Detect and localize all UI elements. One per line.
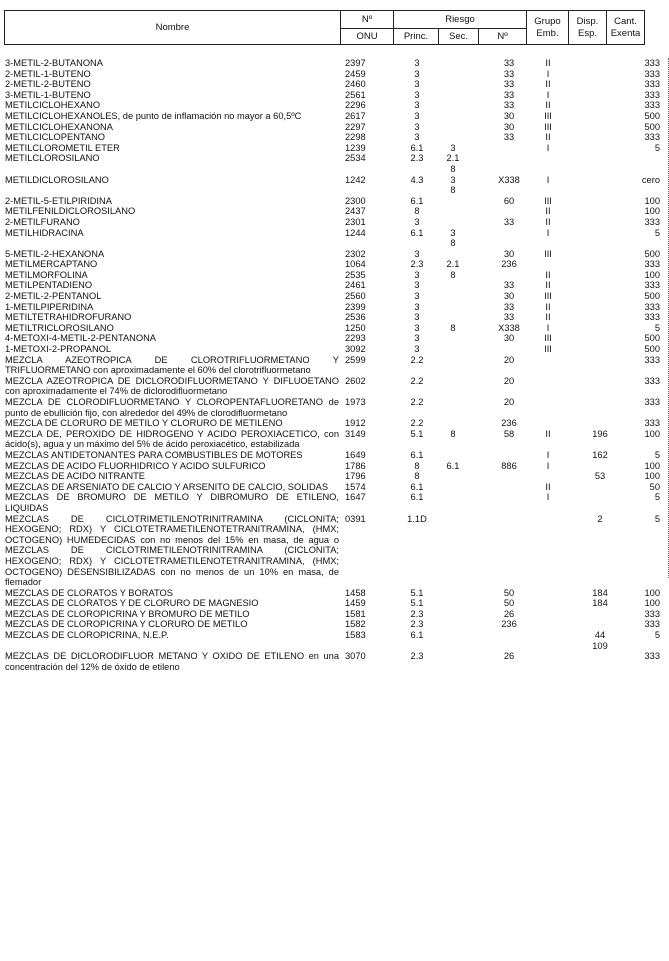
cell-onu: 1912 bbox=[345, 418, 366, 429]
substance-name: 2-METILFURANO bbox=[5, 216, 80, 227]
cell-onu: 3070 bbox=[345, 651, 366, 662]
substance-name: METILCLOROSILANO bbox=[5, 153, 100, 164]
cell-cant-exenta: 5 bbox=[654, 322, 660, 333]
cell-cant-exenta: 5 bbox=[654, 492, 660, 503]
table-row bbox=[0, 100, 669, 111]
table-body bbox=[0, 58, 669, 672]
cell-riesgo-n: X338 bbox=[498, 174, 520, 185]
table-row bbox=[0, 514, 669, 588]
cell-onu: 2560 bbox=[345, 291, 366, 302]
cell-riesgo-n: 33 bbox=[503, 216, 515, 227]
cell-onu: 2296 bbox=[345, 100, 366, 111]
table-row bbox=[0, 196, 669, 207]
cell-riesgo-n: 236 bbox=[501, 418, 517, 429]
cell-grupo-emb: II bbox=[545, 79, 551, 90]
substance-name: 2-METIL-1-BUTENO bbox=[5, 68, 91, 79]
table-row bbox=[0, 619, 669, 630]
cell-onu: 1250 bbox=[345, 322, 366, 333]
substance-name: MEZCLAS DE CLOROPICRINA, N.E.P. bbox=[5, 630, 169, 641]
cell-onu: 2461 bbox=[345, 280, 366, 291]
cell-riesgo-n: 30 bbox=[503, 291, 515, 302]
cell-riesgo-princ: 6.1 bbox=[410, 492, 424, 503]
header-grupo-emb: Grupo Emb. bbox=[527, 11, 569, 45]
cell-riesgo-princ: 3 bbox=[414, 58, 420, 68]
substance-name: 4-METOXI-4-METIL-2-PENTANONA bbox=[5, 333, 157, 344]
substance-name: 2-METIL-5-ETILPIRIDINA bbox=[5, 195, 112, 206]
cell-riesgo-princ: 2.3 bbox=[410, 608, 424, 619]
cell-riesgo-n: 33 bbox=[503, 68, 515, 79]
cell-riesgo-n: 33 bbox=[503, 280, 515, 291]
cell-cant-exenta: 333 bbox=[644, 608, 660, 619]
cell-grupo-emb: III bbox=[544, 248, 552, 259]
substance-name: MEZCLA DE, PEROXIDO DE HIDROGENO Y ACIDO PEROXIACETICO, con ácido(s), agua y un máximo del 5% de ácido peroxiacético, estabilizada bbox=[5, 428, 339, 450]
substance-name: METILMERCAPTANO bbox=[5, 259, 98, 270]
table-row bbox=[0, 630, 669, 651]
cell-onu: 2460 bbox=[345, 79, 366, 90]
cell-riesgo-princ: 3 bbox=[414, 269, 420, 280]
cell-riesgo-n: 33 bbox=[503, 312, 515, 323]
cell-cant-exenta: 333 bbox=[644, 58, 660, 68]
substance-name: METILTETRAHIDROFURANO bbox=[5, 312, 132, 323]
table-row bbox=[0, 122, 669, 133]
cell-grupo-emb: I bbox=[546, 449, 550, 460]
cell-riesgo-sec: 3 bbox=[450, 142, 456, 153]
cell-grupo-emb: I bbox=[546, 142, 550, 153]
substance-name: METILCICLOPENTANO bbox=[5, 132, 106, 143]
table-row bbox=[0, 471, 669, 482]
substance-name: MEZCLAS DE ACIDO NITRANTE bbox=[5, 471, 145, 482]
substance-name: 1-METILPIPERIDINA bbox=[5, 301, 94, 312]
cell-riesgo-n: 50 bbox=[503, 598, 515, 609]
substance-name: MEZCLA AZEOTROPICA DE CLOROTRIFLUORMETANO Y TRIFLUORMETANO con aproximadamente el 60% del clorotrifluormetano bbox=[5, 354, 339, 376]
cell-riesgo-princ: 3 bbox=[414, 68, 420, 79]
cell-cant-exenta: 5 bbox=[654, 142, 660, 153]
cell-cant-exenta: 333 bbox=[644, 216, 660, 227]
cell-riesgo-sec: 6.1 bbox=[446, 460, 460, 471]
cell-disp-esp: 44 109 bbox=[592, 630, 608, 651]
cell-onu: 2437 bbox=[345, 206, 366, 217]
cell-riesgo-n: X338 bbox=[498, 322, 520, 333]
substance-name: METILCLOROMETIL ETER bbox=[5, 142, 120, 153]
cell-onu: 2561 bbox=[345, 89, 366, 100]
substance-name: MEZCLA AZEOTROPICA DE DICLORODIFLUORMETANO Y DIFLUOETANO con aproximadamente el 74% de diclorodifluormetano bbox=[5, 375, 339, 397]
table-row bbox=[0, 333, 669, 344]
table-row bbox=[0, 280, 669, 291]
cell-cant-exenta: 5 bbox=[654, 630, 660, 641]
substance-name: METILDICLOROSILANO bbox=[5, 174, 109, 185]
substance-name: MEZCLAS ANTIDETONANTES PARA COMBUSTIBLES DE MOTORES bbox=[5, 449, 303, 460]
table-row bbox=[0, 259, 669, 270]
cell-onu: 1581 bbox=[345, 608, 366, 619]
cell-riesgo-princ: 3 bbox=[414, 100, 420, 111]
cell-riesgo-n: 50 bbox=[503, 587, 515, 598]
cell-riesgo-n: 20 bbox=[503, 397, 515, 407]
cell-cant-exenta: 50 bbox=[649, 481, 660, 492]
cell-riesgo-princ: 8 bbox=[414, 206, 420, 217]
cell-riesgo-n: 33 bbox=[503, 79, 515, 90]
header-riesgo-n: Nº bbox=[479, 29, 527, 45]
cell-grupo-emb: III bbox=[544, 291, 552, 302]
cell-riesgo-princ: 5.1 bbox=[410, 598, 424, 609]
cell-riesgo-n: 26 bbox=[503, 651, 515, 662]
substance-name: MEZCLA DE CLORURO DE METILO Y CLORURO DE METILENO bbox=[5, 418, 283, 429]
cell-cant-exenta: 5 bbox=[654, 513, 660, 524]
table-row bbox=[0, 90, 669, 101]
cell-grupo-emb: II bbox=[545, 216, 551, 227]
cell-riesgo-princ: 6.1 bbox=[410, 142, 424, 153]
cell-riesgo-princ: 3 bbox=[414, 312, 420, 323]
cell-grupo-emb: III bbox=[544, 344, 552, 355]
cell-cant-exenta: 333 bbox=[644, 89, 660, 100]
cell-riesgo-princ: 3 bbox=[414, 322, 420, 333]
cell-cant-exenta: 500 bbox=[644, 110, 660, 121]
cell-onu: 2298 bbox=[345, 132, 366, 143]
cell-cant-exenta: 333 bbox=[644, 132, 660, 143]
cell-riesgo-princ: 2.3 bbox=[410, 153, 424, 164]
substance-name: METILFENILDICLOROSILANO bbox=[5, 206, 136, 217]
cell-riesgo-princ: 4.3 bbox=[410, 174, 424, 185]
cell-cant-exenta: 100 bbox=[644, 471, 660, 482]
cell-grupo-emb: I bbox=[546, 322, 550, 333]
cell-cant-exenta: 100 bbox=[644, 206, 660, 217]
cell-cant-exenta: 333 bbox=[644, 259, 660, 270]
cell-onu: 1458 bbox=[345, 587, 366, 598]
cell-riesgo-princ: 3 bbox=[414, 121, 420, 132]
cell-riesgo-princ: 5.1 bbox=[410, 428, 424, 439]
cell-grupo-emb: II bbox=[545, 280, 551, 291]
cell-cant-exenta: 333 bbox=[644, 100, 660, 111]
cell-cant-exenta: 333 bbox=[644, 79, 660, 90]
table-row bbox=[0, 270, 669, 281]
cell-cant-exenta: 500 bbox=[644, 121, 660, 132]
table-row bbox=[0, 291, 669, 302]
cell-riesgo-princ: 3 bbox=[414, 333, 420, 344]
substance-name: METILPENTADIENO bbox=[5, 280, 93, 291]
substance-name: 3-METIL-1-BUTENO bbox=[5, 89, 91, 100]
table-row bbox=[0, 429, 669, 450]
cell-riesgo-n: 26 bbox=[503, 608, 515, 619]
cell-grupo-emb: III bbox=[544, 195, 552, 206]
cell-riesgo-sec: 2.1 bbox=[446, 259, 460, 270]
cell-onu: 3092 bbox=[345, 344, 366, 355]
page-edge bbox=[664, 58, 669, 578]
cell-disp-esp: 184 bbox=[592, 598, 608, 609]
cell-riesgo-n: 20 bbox=[503, 375, 515, 386]
substance-name: MEZCLAS DE DICLORODIFLUOR METANO Y OXIDO DE ETILENO en una concentración del 12% de óxido de etileno bbox=[5, 651, 339, 672]
cell-riesgo-sec: 8 bbox=[450, 428, 456, 439]
cell-riesgo-princ: 5.1 bbox=[410, 587, 424, 598]
cell-riesgo-princ: 3 bbox=[414, 110, 420, 121]
cell-riesgo-n: 58 bbox=[503, 428, 515, 439]
cell-riesgo-sec: 2.1 8 bbox=[446, 153, 460, 174]
cell-onu: 2302 bbox=[345, 248, 366, 259]
table-row bbox=[0, 132, 669, 143]
substance-name: METILHIDRACINA bbox=[5, 227, 84, 238]
substance-name: MEZCLA DE CLORODIFLUORMETANO Y CLOROPENTAFLUORETANO de punto de ebullición fijo, con alrededor del 49% de clorodifluormetano bbox=[5, 397, 339, 418]
cell-cant-exenta: 100 bbox=[644, 598, 660, 609]
cell-riesgo-n: 33 bbox=[503, 301, 515, 312]
cell-onu: 1244 bbox=[345, 227, 366, 238]
cell-cant-exenta: 333 bbox=[644, 280, 660, 291]
header-disp-esp: Disp. Esp. bbox=[569, 11, 607, 45]
header-nombre: Nombre bbox=[5, 11, 341, 45]
table-row bbox=[0, 482, 669, 493]
table-row bbox=[0, 206, 669, 217]
substance-name: METILCICLOHEXANO bbox=[5, 100, 101, 111]
cell-riesgo-princ: 2.3 bbox=[410, 651, 424, 662]
cell-riesgo-n: 236 bbox=[501, 619, 517, 630]
table-row bbox=[0, 397, 669, 418]
table-row bbox=[0, 651, 669, 672]
cell-cant-exenta: 5 bbox=[654, 227, 660, 238]
table-row bbox=[0, 302, 669, 313]
cell-grupo-emb: III bbox=[544, 110, 552, 121]
cell-onu: 2536 bbox=[345, 312, 366, 323]
table-row bbox=[0, 344, 669, 355]
cell-cant-exenta: 100 bbox=[644, 195, 660, 206]
cell-cant-exenta: 333 bbox=[644, 397, 660, 407]
cell-onu: 0391 bbox=[345, 513, 366, 524]
cell-riesgo-princ: 3 bbox=[414, 301, 420, 312]
cell-riesgo-princ: 6.1 bbox=[410, 481, 424, 492]
substance-name: 2-METIL-2-PENTANOL bbox=[5, 291, 102, 302]
substance-name: METILCICLOHEXANONA bbox=[5, 121, 113, 132]
cell-grupo-emb: I bbox=[546, 174, 550, 185]
cell-riesgo-sec: 8 bbox=[450, 269, 456, 280]
cell-onu: 2397 bbox=[345, 58, 366, 68]
cell-onu: 2602 bbox=[345, 375, 366, 386]
cell-cant-exenta: 100 bbox=[644, 587, 660, 598]
cell-cant-exenta: 100 bbox=[644, 269, 660, 280]
cell-riesgo-sec: 3 8 bbox=[450, 174, 456, 196]
cell-cant-exenta: cero bbox=[641, 174, 660, 185]
cell-onu: 1242 bbox=[345, 174, 366, 185]
cell-grupo-emb: II bbox=[545, 269, 551, 280]
cell-cant-exenta: 333 bbox=[644, 354, 660, 365]
cell-cant-exenta: 100 bbox=[644, 428, 660, 439]
cell-onu: 2300 bbox=[345, 195, 366, 206]
cell-riesgo-princ: 3 bbox=[414, 291, 420, 302]
cell-cant-exenta: 500 bbox=[644, 248, 660, 259]
cell-grupo-emb: II bbox=[545, 428, 551, 439]
cell-riesgo-n: 33 bbox=[503, 89, 515, 100]
cell-cant-exenta: 5 bbox=[654, 449, 660, 460]
substance-name: 3-METIL-2-BUTANONA bbox=[5, 58, 103, 68]
cell-riesgo-princ: 6.1 bbox=[410, 630, 424, 641]
cell-riesgo-princ: 2.2 bbox=[410, 397, 424, 407]
table-row bbox=[0, 492, 669, 513]
cell-cant-exenta: 500 bbox=[644, 333, 660, 344]
cell-riesgo-sec: 8 bbox=[450, 322, 456, 333]
cell-onu: 1786 bbox=[345, 460, 366, 471]
substance-name: MEZCLAS DE CLORATOS Y DE CLORURO DE MAGNESIO bbox=[5, 598, 259, 609]
cell-onu: 2535 bbox=[345, 269, 366, 280]
cell-onu: 1583 bbox=[345, 630, 366, 641]
cell-cant-exenta: 500 bbox=[644, 291, 660, 302]
substance-name: METILCICLOHEXANOLES, de punto de inflamación no mayor a 60,5ºC bbox=[5, 110, 302, 121]
substance-name: MEZCLAS DE ARSENIATO DE CALCIO Y ARSENITO DE CALCIO, SOLIDAS bbox=[5, 481, 329, 492]
table-row bbox=[0, 69, 669, 80]
cell-riesgo-princ: 2.2 bbox=[410, 375, 424, 386]
substance-name: 5-METIL-2-HEXANONA bbox=[5, 248, 105, 259]
table-row bbox=[0, 111, 669, 122]
cell-riesgo-princ: 2.3 bbox=[410, 259, 424, 270]
cell-onu: 2399 bbox=[345, 301, 366, 312]
cell-riesgo-princ: 3 bbox=[414, 216, 420, 227]
cell-cant-exenta: 333 bbox=[644, 619, 660, 630]
cell-grupo-emb: II bbox=[545, 481, 551, 492]
cell-riesgo-princ: 8 bbox=[414, 460, 420, 471]
table-row bbox=[0, 175, 669, 196]
substance-name: METILMORFOLINA bbox=[5, 269, 88, 280]
table-row bbox=[0, 153, 669, 174]
cell-onu: 1239 bbox=[345, 142, 366, 153]
cell-riesgo-n: 30 bbox=[503, 333, 515, 344]
table-row bbox=[0, 323, 669, 334]
substance-name: MEZCLAS DE CLOROPICRINA Y BROMURO DE METILO bbox=[5, 608, 250, 619]
cell-cant-exenta: 333 bbox=[644, 418, 660, 429]
cell-cant-exenta: 333 bbox=[644, 301, 660, 312]
cell-grupo-emb: I bbox=[546, 89, 550, 100]
table-row bbox=[0, 217, 669, 228]
substance-name: 1-METOXI-2-PROPANOL bbox=[5, 344, 112, 355]
cell-onu: 1582 bbox=[345, 619, 366, 630]
cell-grupo-emb: III bbox=[544, 121, 552, 132]
table-row bbox=[0, 450, 669, 461]
cell-onu: 1973 bbox=[345, 397, 366, 407]
cell-cant-exenta: 333 bbox=[644, 651, 660, 662]
cell-grupo-emb: II bbox=[545, 312, 551, 323]
cell-riesgo-n: 60 bbox=[503, 195, 515, 206]
cell-riesgo-princ: 2.2 bbox=[410, 354, 424, 365]
cell-onu: 1647 bbox=[345, 492, 366, 503]
cell-cant-exenta: 500 bbox=[644, 344, 660, 355]
cell-riesgo-princ: 3 bbox=[414, 89, 420, 100]
cell-onu: 1064 bbox=[345, 259, 366, 270]
cell-grupo-emb: I bbox=[546, 227, 550, 238]
cell-riesgo-princ: 3 bbox=[414, 79, 420, 90]
cell-grupo-emb: I bbox=[546, 68, 550, 79]
cell-onu: 2617 bbox=[345, 110, 366, 121]
cell-riesgo-sec: 3 8 bbox=[450, 227, 456, 249]
cell-riesgo-n: 30 bbox=[503, 121, 515, 132]
cell-riesgo-n: 20 bbox=[503, 354, 515, 365]
cell-riesgo-n: 30 bbox=[503, 248, 515, 259]
substance-name: METILTRICLOROSILANO bbox=[5, 322, 114, 333]
table-row bbox=[0, 609, 669, 620]
cell-grupo-emb: II bbox=[545, 132, 551, 143]
cell-riesgo-princ: 2.3 bbox=[410, 619, 424, 630]
table-header bbox=[4, 10, 645, 45]
cell-onu: 1574 bbox=[345, 481, 366, 492]
cell-disp-esp: 196 bbox=[592, 428, 608, 439]
substance-name: 2-METIL-2-BUTENO bbox=[5, 79, 91, 90]
cell-riesgo-n: 30 bbox=[503, 110, 515, 121]
table-row bbox=[0, 312, 669, 323]
cell-onu: 3149 bbox=[345, 428, 366, 439]
cell-grupo-emb: II bbox=[545, 206, 551, 217]
cell-riesgo-n: 33 bbox=[503, 58, 515, 68]
header-n-onu-top: Nº bbox=[341, 11, 394, 29]
table-row bbox=[0, 598, 669, 609]
cell-riesgo-princ: 2.2 bbox=[410, 418, 424, 429]
cell-grupo-emb: I bbox=[546, 460, 550, 471]
cell-riesgo-n: 33 bbox=[503, 100, 515, 111]
cell-grupo-emb: I bbox=[546, 492, 550, 503]
cell-riesgo-n: 33 bbox=[503, 132, 515, 143]
cell-onu: 2293 bbox=[345, 333, 366, 344]
table-row bbox=[0, 376, 669, 397]
cell-disp-esp: 162 bbox=[592, 449, 608, 460]
substance-name: MEZCLAS DE BROMURO DE METILO Y DIBROMURO DE ETILENO, LIQUIDAS bbox=[5, 492, 339, 513]
cell-onu: 2534 bbox=[345, 153, 366, 164]
table-row bbox=[0, 461, 669, 472]
table-row bbox=[0, 418, 669, 429]
cell-onu: 1459 bbox=[345, 598, 366, 609]
substance-name: MEZCLAS DE ACIDO FLUORHIDRICO Y ACIDO SULFURICO bbox=[5, 460, 266, 471]
cell-disp-esp: 2 bbox=[597, 513, 603, 524]
cell-onu: 2599 bbox=[345, 354, 366, 365]
cell-disp-esp: 184 bbox=[592, 587, 608, 598]
cell-grupo-emb: III bbox=[544, 333, 552, 344]
cell-grupo-emb: II bbox=[545, 58, 551, 68]
cell-cant-exenta: 333 bbox=[644, 312, 660, 323]
header-cant-exenta: Cant. Exenta bbox=[607, 11, 645, 45]
cell-riesgo-n: 236 bbox=[501, 259, 517, 270]
cell-cant-exenta: 333 bbox=[644, 68, 660, 79]
cell-riesgo-princ: 3 bbox=[414, 132, 420, 143]
cell-onu: 2297 bbox=[345, 121, 366, 132]
cell-onu: 2301 bbox=[345, 216, 366, 227]
cell-onu: 2459 bbox=[345, 68, 366, 79]
header-riesgo: Riesgo bbox=[394, 11, 527, 29]
table-row bbox=[0, 58, 669, 69]
table-row bbox=[0, 79, 669, 90]
table-row bbox=[0, 228, 669, 249]
substance-name: MEZCLAS DE CLOROPICRINA Y CLORURO DE METILO bbox=[5, 619, 248, 630]
table-row bbox=[0, 588, 669, 599]
cell-riesgo-princ: 3 bbox=[414, 248, 420, 259]
cell-onu: 1649 bbox=[345, 449, 366, 460]
table-row bbox=[0, 143, 669, 154]
cell-grupo-emb: II bbox=[545, 301, 551, 312]
cell-riesgo-princ: 3 bbox=[414, 344, 420, 355]
cell-riesgo-princ: 6.1 bbox=[410, 227, 424, 238]
cell-riesgo-princ: 6.1 bbox=[410, 449, 424, 460]
cell-cant-exenta: 333 bbox=[644, 375, 660, 386]
cell-riesgo-princ: 6.1 bbox=[410, 195, 424, 206]
cell-onu: 1796 bbox=[345, 471, 366, 482]
substance-name: MEZCLAS DE CLORATOS Y BORATOS bbox=[5, 587, 173, 598]
header-sec: Sec. bbox=[439, 29, 479, 45]
header-onu: ONU bbox=[341, 29, 394, 45]
header-princ: Princ. bbox=[394, 29, 439, 45]
table-row bbox=[0, 355, 669, 376]
cell-riesgo-princ: 8 bbox=[414, 471, 420, 482]
cell-riesgo-princ: 1.1D bbox=[407, 513, 427, 524]
cell-riesgo-n: 886 bbox=[501, 460, 517, 471]
cell-cant-exenta: 100 bbox=[644, 460, 660, 471]
cell-disp-esp: 53 bbox=[594, 471, 606, 482]
table-row bbox=[0, 249, 669, 260]
substance-name: MEZCLAS DE CICLOTRIMETILENOTRINITRAMINA (CICLONITA; HEXOGENO; RDX) Y CICLOTETRAMETILENOTETRANITRAMINA, (HMX; OCTOGENO) HUMEDECIDAS con no menos del 15% en masa, de agua o MEZCLAS DE CICLOTRIMETILENOTRINITRAMINA (CICLONITA; HEXOGENO; RDX) Y CICLOTETRAMETILENOTETRANITRAMINA, (HMX; OCTOGENO) DESENSIBILIZADAS con no menos de un 10% en masa, de flemador bbox=[5, 513, 339, 588]
cell-riesgo-princ: 3 bbox=[414, 280, 420, 291]
cell-grupo-emb: II bbox=[545, 100, 551, 111]
